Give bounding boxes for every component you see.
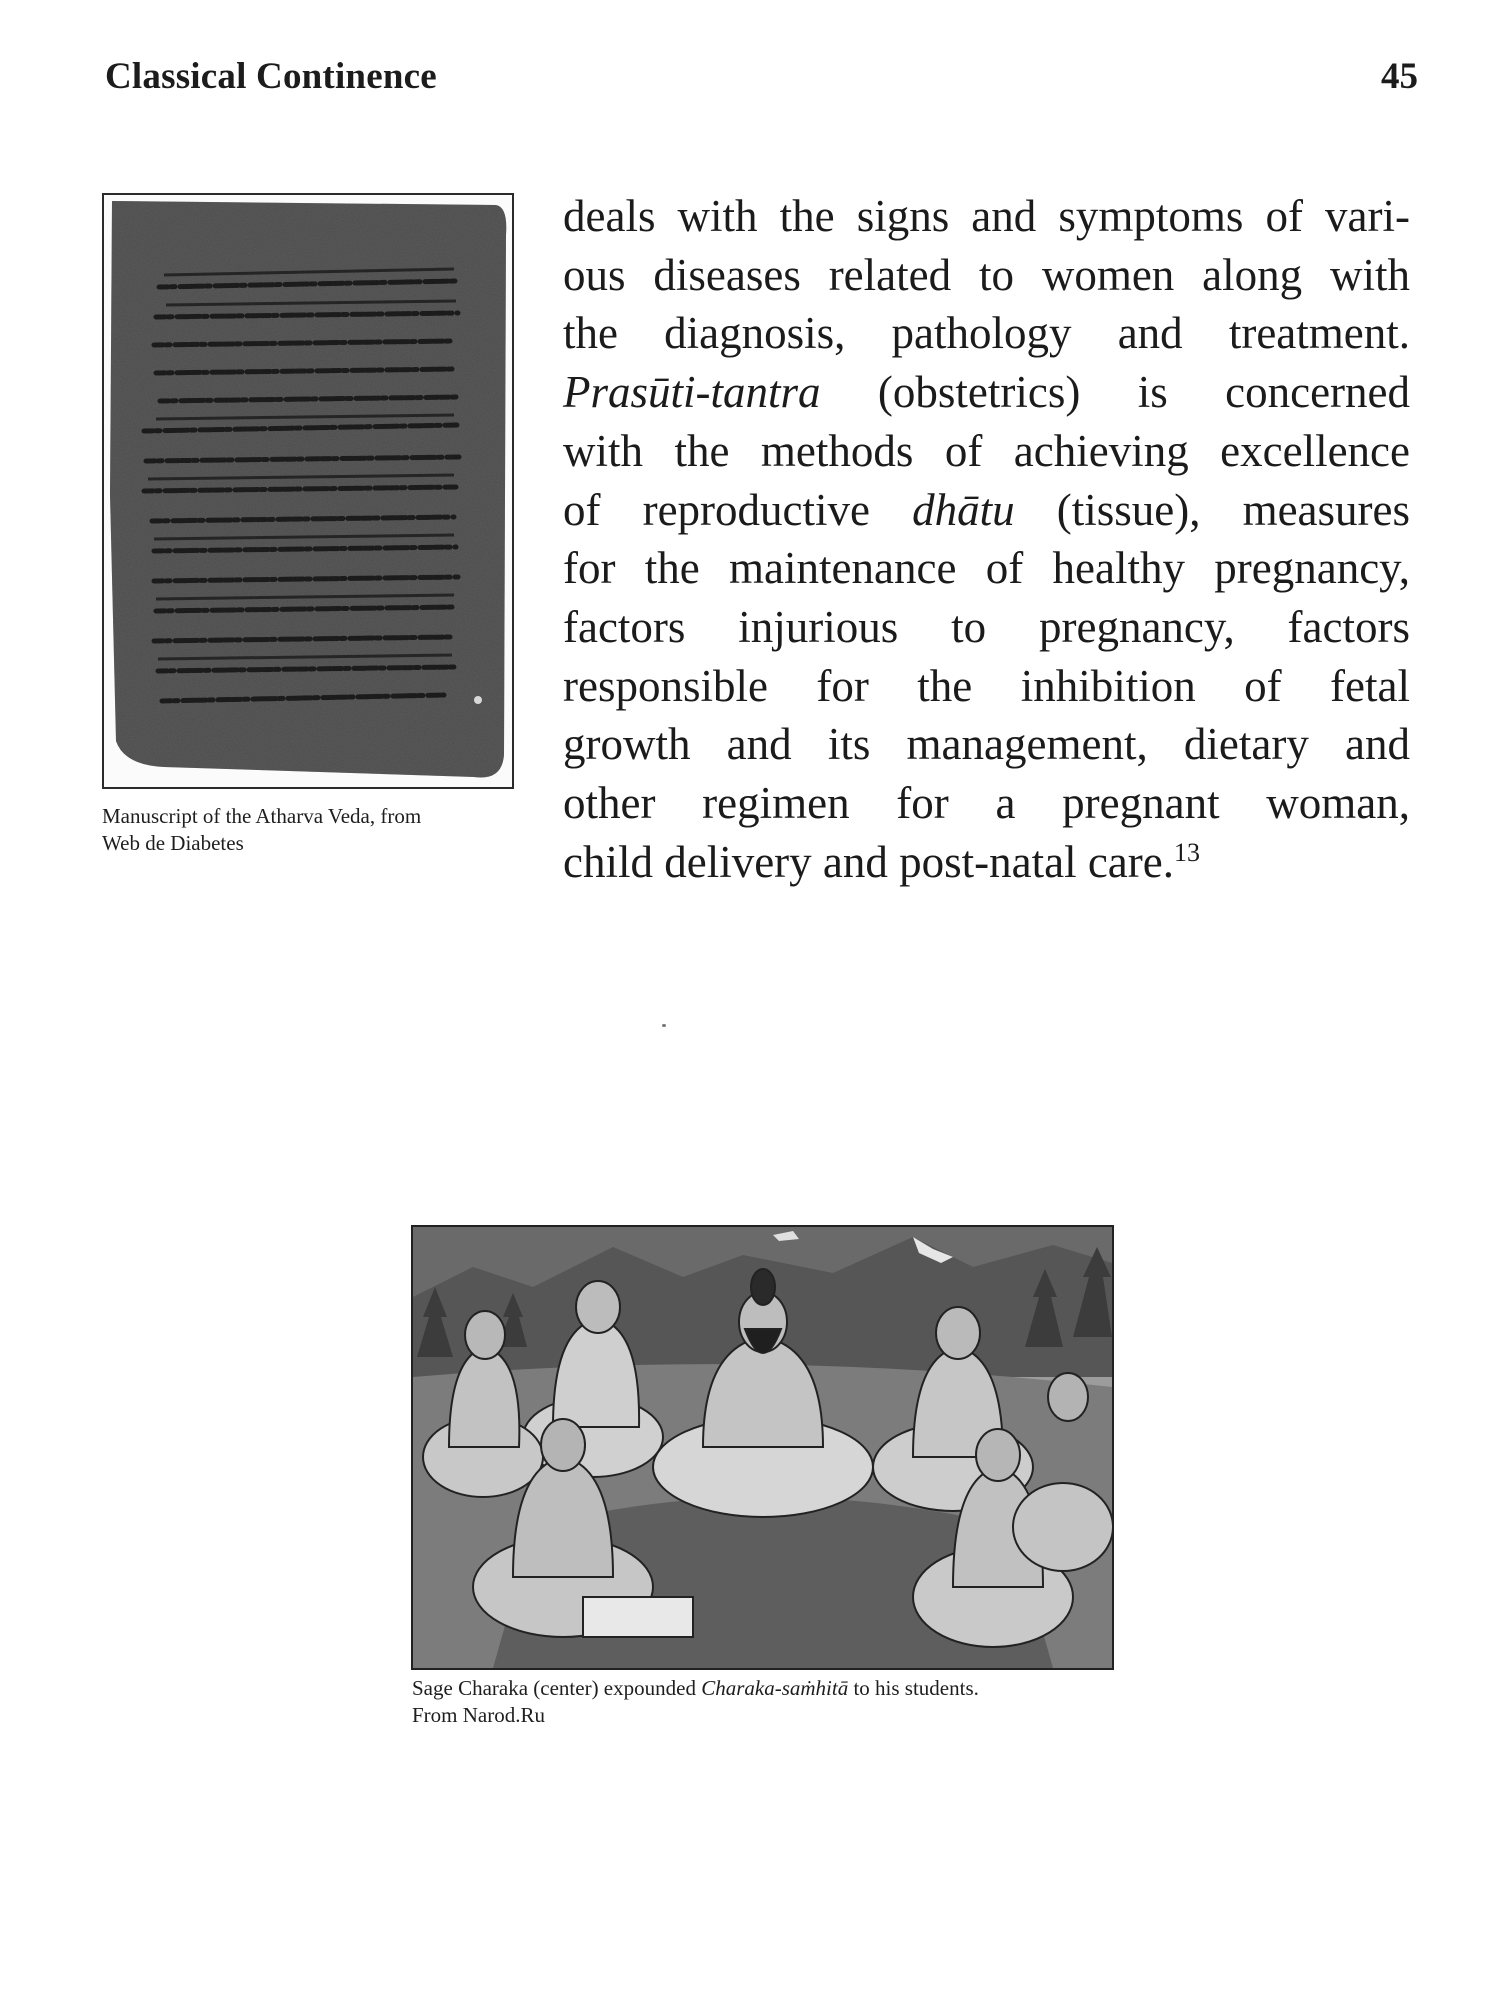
body-text: child delivery and post-natal care. (563, 836, 1174, 887)
scan-speck (662, 1024, 666, 1027)
body-paragraph (563, 187, 1410, 891)
body-line (563, 481, 1410, 540)
body-text: of reproductive (563, 484, 913, 535)
body-text: growth and its management, dietary and (563, 719, 1410, 770)
body-text: responsible for the inhibition of fetal (563, 660, 1410, 711)
body-italic: Prasūti-tantra (563, 367, 821, 418)
body-line (563, 598, 1410, 657)
body-line (563, 539, 1410, 598)
body-line (563, 833, 1410, 892)
manuscript-caption (102, 803, 527, 857)
caption-text: Sage Charaka (center) expounded (412, 1676, 702, 1700)
body-text: other regimen for a pregnant woman, (563, 778, 1410, 829)
body-line (563, 304, 1410, 363)
body-line (563, 187, 1410, 246)
body-line (563, 422, 1410, 481)
manuscript-image (104, 195, 512, 787)
body-line (563, 657, 1410, 716)
body-text: for the maintenance of healthy pregnancy, (563, 543, 1410, 594)
body-text: (tissue), measures (1014, 484, 1410, 535)
charaka-illustration (411, 1225, 1114, 1670)
page-number: 45 (1381, 56, 1418, 97)
body-italic: dhātu (912, 484, 1015, 535)
body-text: the diagnosis, pathology and treatment. (563, 308, 1410, 359)
body-text: deals with the signs and symptoms of vari- (563, 191, 1410, 241)
body-text: factors injurious to pregnancy, factors (563, 601, 1410, 652)
body-text: ous diseases related to women along with (563, 249, 1410, 300)
body-line (563, 246, 1410, 305)
body-line (563, 363, 1410, 422)
charaka-image (413, 1227, 1112, 1668)
body-line (563, 774, 1410, 833)
manuscript-figure (102, 193, 514, 789)
caption-text: to his students. (848, 1676, 979, 1700)
caption-italic: Charaka-saṁhitā (701, 1676, 849, 1700)
body-text: with the methods of achieving excellence (563, 425, 1410, 476)
charaka-caption (412, 1675, 1132, 1729)
footnote-ref: 13 (1174, 837, 1200, 867)
caption-text: Manuscript of the Atharva Veda, from (102, 804, 422, 828)
body-line (563, 715, 1410, 774)
caption-text: Web de Diabetes (102, 831, 244, 855)
running-head: Classical Continence (105, 56, 437, 97)
caption-text: From Narod.Ru (412, 1703, 545, 1727)
body-text: (obstetrics) is concerned (820, 367, 1410, 418)
